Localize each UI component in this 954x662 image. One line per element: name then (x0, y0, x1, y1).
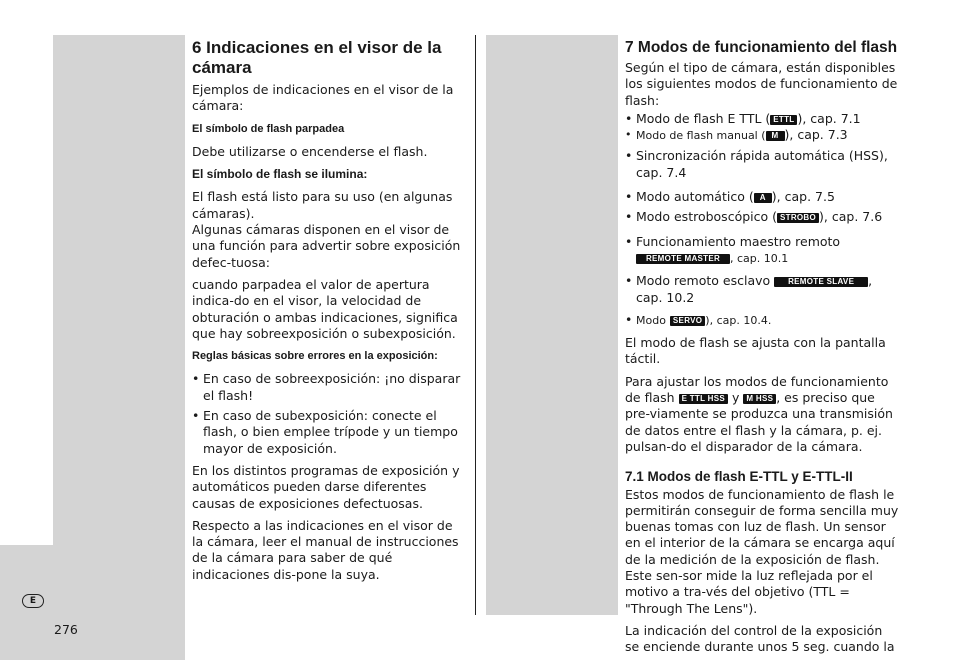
list-item: • Modo remoto esclavo REMOTE SLAVE , cap. 10.2 (625, 273, 900, 306)
column-divider (475, 35, 476, 615)
servo-badge: SERVO (670, 316, 705, 326)
exposure-rules-list (192, 371, 467, 456)
subheading-flash-blinking: El símbolo de flash parpadea (192, 122, 345, 135)
list-item: • Modo de flash manual ( M ), cap. 7.3 (625, 127, 900, 144)
list-item: • Sincronización rápida automática (HSS), cap. 7.4 (625, 148, 900, 181)
right-intro: Según el tipo de cámara, están disponibles los siguientes modos de funcionamiento de flash: (625, 60, 898, 108)
left-column (192, 38, 467, 589)
list-item: • Modo de flash E TTL ( ETTL ), cap. 7.1 (625, 111, 900, 127)
right-column (625, 38, 900, 662)
list-item: • Modo estroboscópico ( STROBO ), cap. 7.6 (625, 209, 900, 225)
m-hss-badge: M HSS (743, 394, 776, 404)
subheading-exposure-rules: Reglas básicas sobre errores en la exposición: (192, 350, 438, 363)
list-item: • Funcionamiento maestro remoto REMOTE MASTER , cap. 10.1 (625, 234, 900, 268)
right-paragraph-1: El modo de flash se ajusta con la pantalla táctil. (625, 335, 886, 367)
right-paragraph-4: La indicación del control de la exposición se enciende durante unos 5 seg. cuando la (625, 622, 895, 655)
ettl-badge: ETTL (770, 115, 797, 125)
remote-master-badge: REMOTE MASTER (636, 254, 730, 264)
left-paragraph-4: cuando parpadea el valor de apertura indica-do en el visor, la velocidad de obturación o ambas indicaciones, significa que hay sobreexposición o subexposición. (192, 276, 458, 341)
list-item: • Modo SERVO ), cap. 10.4. (625, 312, 900, 329)
right-paragraph-2: Para ajustar los modos de funcionamiento de flash E TTL HSS y M HSS , es preciso que pre-viamente se produzca una transmisión de datos entre el flash y la cámara, p. ej. pulsan-do el disparador de la cámara. (625, 373, 893, 454)
left-column-panel (53, 35, 185, 660)
ettl-hss-badge: E TTL HSS (679, 394, 728, 404)
left-paragraph-2: El flash está listo para su uso (en algunas cámaras). (192, 189, 453, 221)
left-paragraph-6: Respecto a las indicaciones en el visor de la cámara, leer el manual de instrucciones de la cámara para saber de qué indicaciones dis-pone la suya. (192, 517, 459, 582)
right-column-panel (486, 35, 618, 615)
list-item: • En caso de subexposición: conecte el flash, o bien emplee trípode y un tiempo mayor de exposición. (192, 408, 467, 457)
remote-slave-badge: REMOTE SLAVE (774, 277, 868, 287)
flash-modes-list (625, 111, 900, 329)
left-intro: Ejemplos de indicaciones en el visor de la cámara: (192, 82, 454, 114)
page-number: 276 (54, 622, 78, 637)
list-item: • En caso de sobreexposición: ¡no disparar el flash! (192, 371, 467, 404)
left-paragraph-5: En los distintos programas de exposición y automáticos pueden darse diferentes causas de exposiciones defectuosas. (192, 462, 460, 511)
left-paragraph-3: Algunas cámaras disponen en el visor de una función para advertir sobre exposición defec-tuosa: (192, 222, 461, 270)
list-item: • Modo automático ( A ), cap. 7.5 (625, 189, 900, 205)
subsection-title-7-1: 7.1 Modos de flash E-TTL y E-TTL-II (625, 469, 853, 485)
section-title-7: 7 Modos de funcionamiento del flash (625, 39, 898, 56)
language-badge: E (22, 594, 44, 608)
right-paragraph-3: Estos modos de funcionamiento de flash le permitirán conseguir de forma sencilla muy buenas tomas con luz de flash. Un sensor en el interior de la cámara se encarga aquí de la medición de la exposición de flash. Este sen-sor mide la luz reflejada por el motivo a tra-vés del objetivo (TTL = "Through The Lens"). (625, 486, 899, 616)
strobo-badge: STROBO (777, 213, 819, 223)
left-paragraph-1: Debe utilizarse o encenderse el flash. (192, 143, 428, 159)
manual-badge: M (766, 131, 785, 141)
auto-badge: A (754, 193, 772, 203)
subheading-flash-lit: El símbolo de flash se ilumina: (192, 167, 368, 182)
section-title-6: 6 Indicaciones en el visor de la cámara (192, 38, 442, 77)
